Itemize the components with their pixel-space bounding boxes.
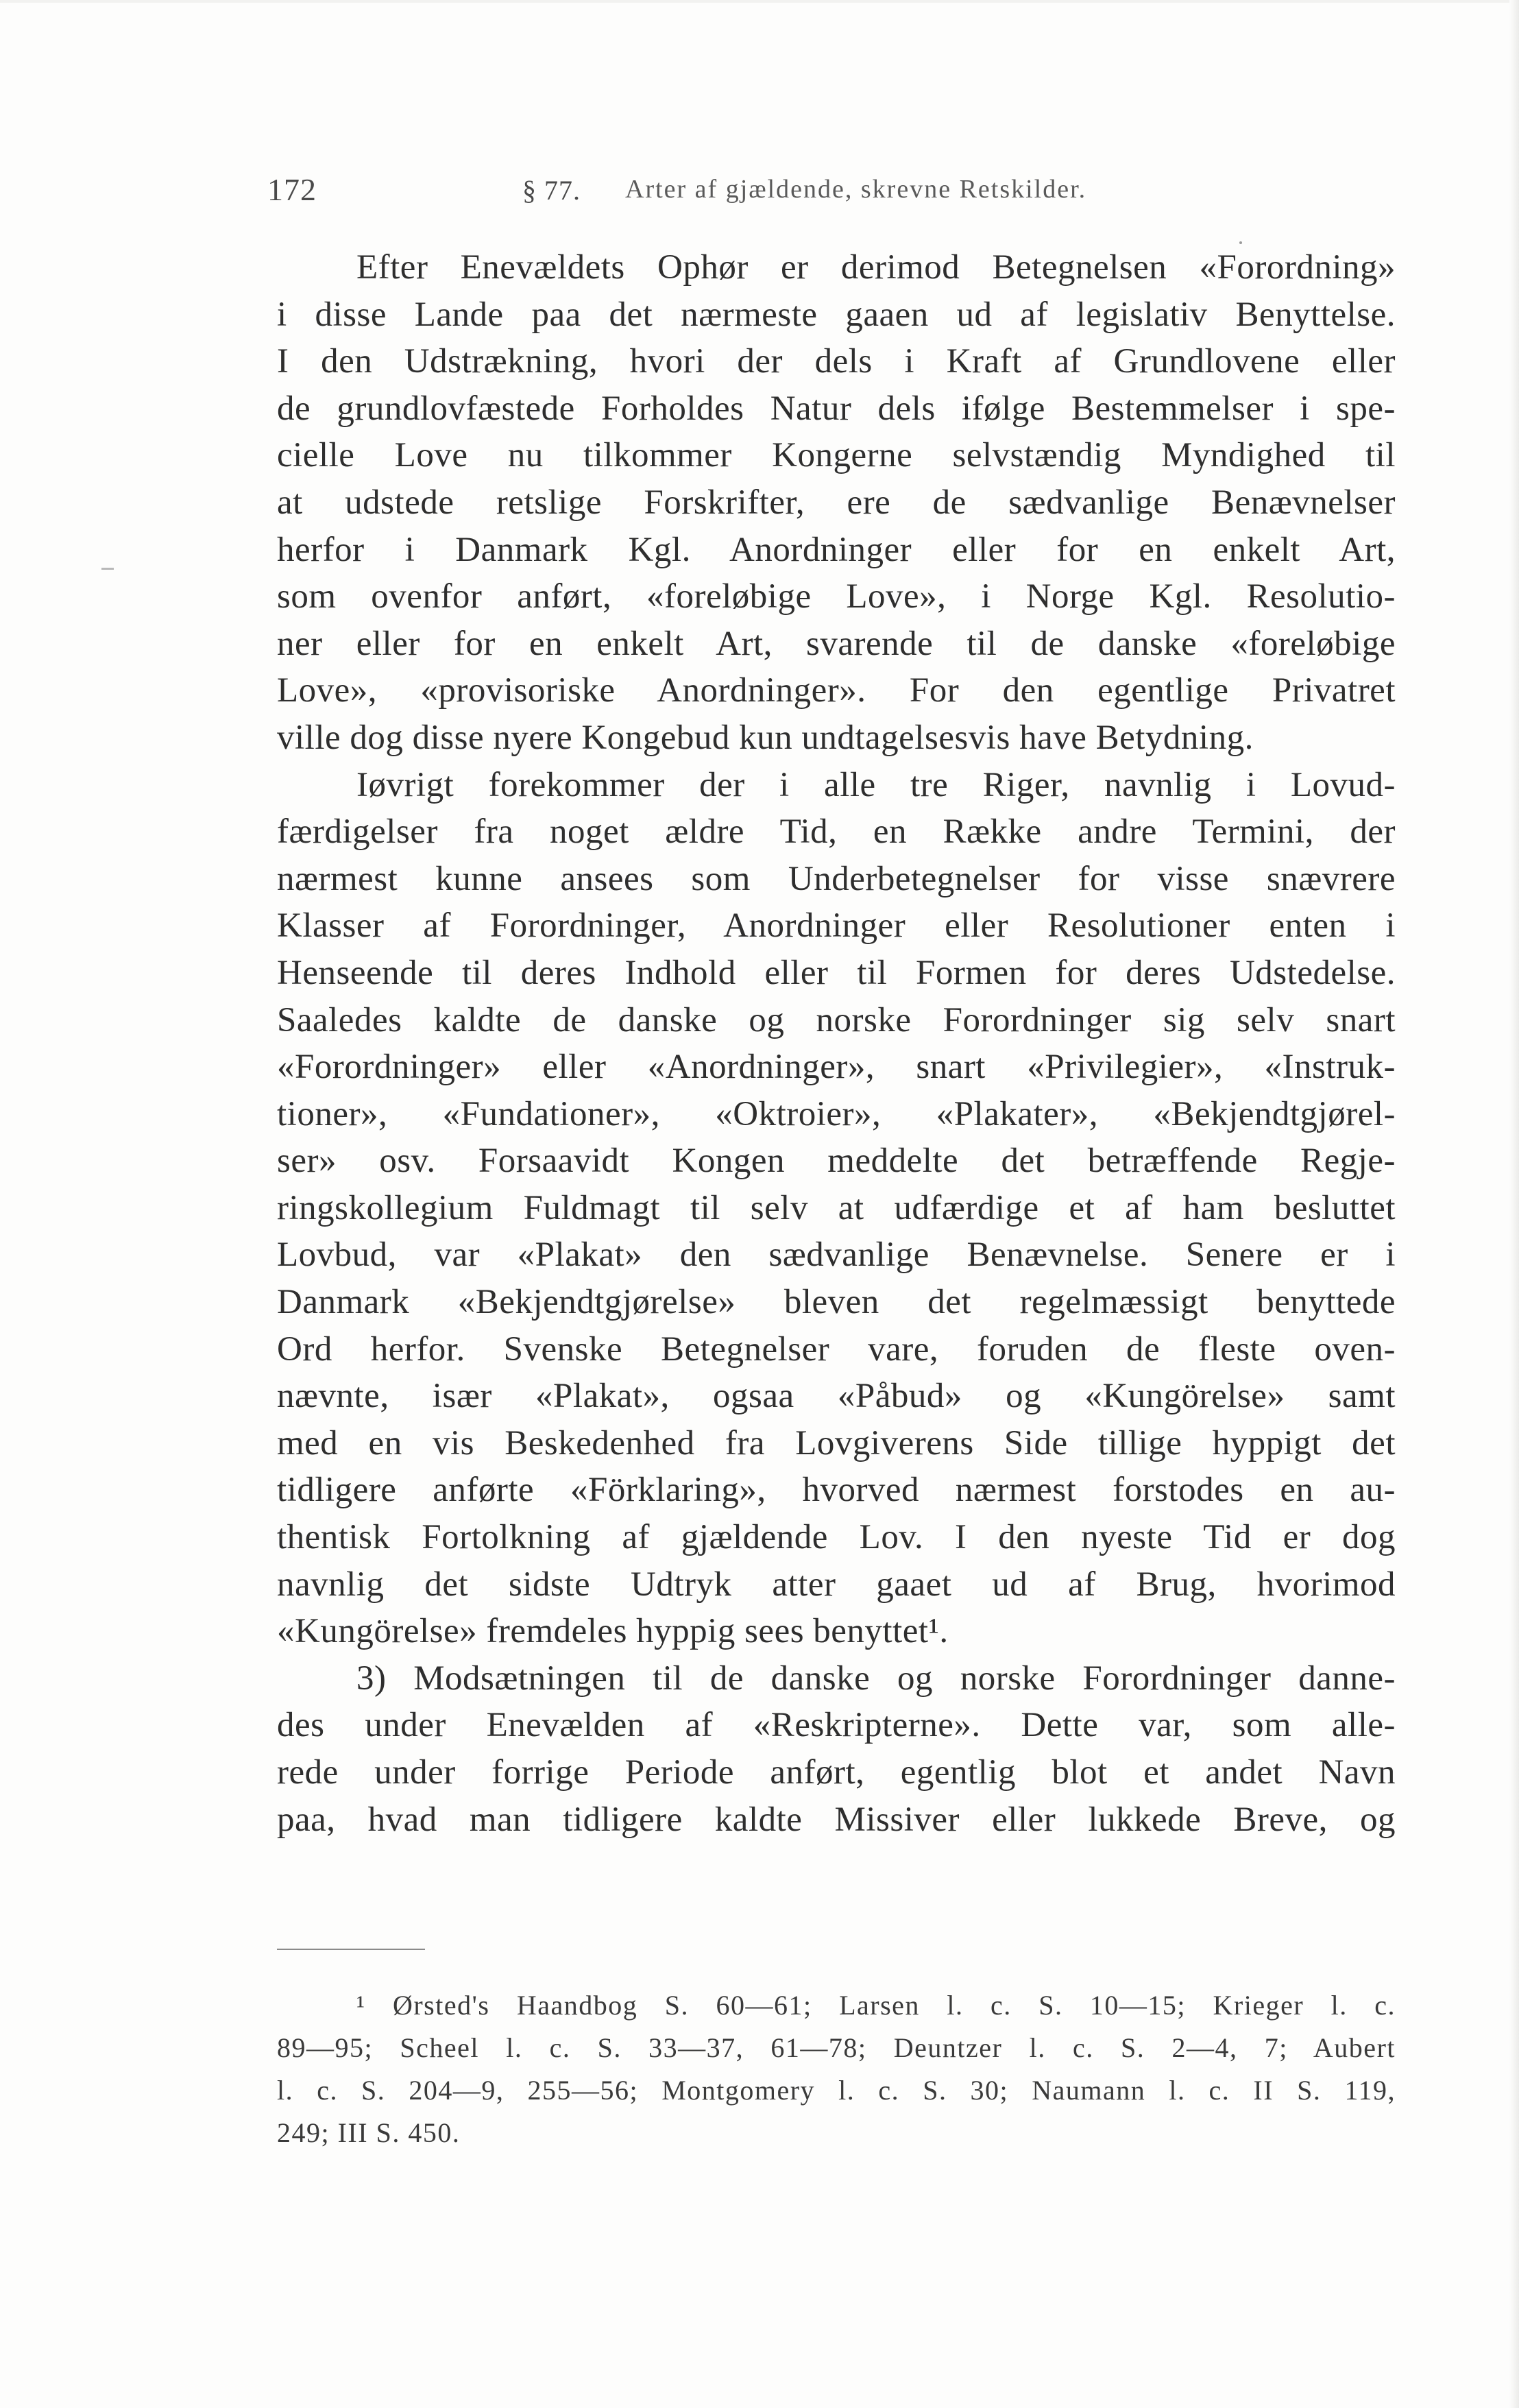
footnote-line: 89—95; Scheel l. c. S. 33—37, 61—78; Deuntzer l. c. S. 2—4, 7; Aubert <box>277 2032 1396 2063</box>
running-header <box>267 165 1398 213</box>
text-line: «Forordninger» eller «Anordninger», snart «Privilegier», «Instruk- <box>277 1048 1396 1087</box>
text-line: i disse Lande paa det nærmeste gaaen ud af legislativ Benyttelse. <box>277 295 1396 334</box>
text-line: Ord herfor. Svenske Betegnelser vare, foruden de fleste oven- <box>277 1329 1396 1369</box>
text-line: Love», «provisoriske Anordninger». For den egentlige Privatret <box>277 671 1396 710</box>
text-line: Klasser af Forordninger, Anordninger eller Resolutioner enten i <box>277 906 1396 946</box>
text-line: 3) Modsætningen til de danske og norske Forordninger danne- <box>356 1659 1396 1698</box>
text-line: Lovbud, var «Plakat» den sædvanlige Benævnelse. Senere er i <box>277 1236 1396 1275</box>
footnote-rule <box>277 1949 425 1950</box>
text-line: des under Enevælden af «Reskripterne». Dette var, som alle- <box>277 1706 1396 1745</box>
running-title: Arter af gjældende, skrevne Retskilder. <box>625 175 1087 204</box>
text-line: ringskollegium Fuldmagt til selv at udfærdige et af ham besluttet <box>277 1188 1396 1227</box>
text-line: tidligere anførte «Förklaring», hvorved nærmest forstodes en au- <box>277 1471 1396 1510</box>
text-line: færdigelser fra noget ældre Tid, en Række andre Termini, der <box>277 812 1396 852</box>
footnote-line: 249; III S. 450. <box>277 2117 461 2148</box>
text-line: nævnte, især «Plakat», ogsaa «Påbud» og «Kungörelse» samt <box>277 1377 1396 1416</box>
text-line: ser» osv. Forsaavidt Kongen meddelte det betræffende Regje- <box>277 1142 1396 1181</box>
text-line: thentisk Fortolkning af gjældende Lov. I den nyeste Tid er dog <box>277 1518 1396 1557</box>
text-line: Danmark «Bekjendtgjørelse» bleven det regelmæssigt benyttede <box>277 1283 1396 1322</box>
footnote-line: ¹ Ørsted's Haandbog S. 60—61; Larsen l. c. S. 10—15; Krieger l. c. <box>356 1990 1396 2021</box>
text-line: paa, hvad man tidligere kaldte Missiver eller lukkede Breve, og <box>277 1800 1396 1839</box>
text-line: med en vis Beskedenhed fra Lovgiverens Side tillige hyppigt det <box>277 1423 1396 1462</box>
text-line: navnlig det sidste Udtryk atter gaaet ud af Brug, hvorimod <box>277 1565 1396 1604</box>
text-line: ner eller for en enkelt Art, svarende til de danske «foreløbige <box>277 624 1396 663</box>
section-number: § 77. <box>522 175 581 206</box>
main-text <box>277 244 1396 1843</box>
text-line: som ovenfor anført, «foreløbige Love», i Norge Kgl. Resolutio- <box>277 577 1396 616</box>
text-line: Iøvrigt forekommer der i alle tre Riger, navnlig i Lovud- <box>356 765 1396 804</box>
margin-mark <box>101 568 114 570</box>
text-line: nærmest kunne ansees som Underbetegnelser for visse snævrere <box>277 859 1396 898</box>
footnote <box>277 1984 1396 2154</box>
text-line: rede under forrige Periode anført, egentlig blot et andet Navn <box>277 1753 1396 1792</box>
page-right-edge <box>1509 0 1519 2408</box>
page-number: 172 <box>267 172 317 207</box>
text-line: Efter Enevældets Ophør er derimod Betegnelsen «Forordning» <box>356 248 1396 287</box>
page-top-edge <box>0 0 1519 3</box>
text-line: Saaledes kaldte de danske og norske Forordninger sig selv snart <box>277 1000 1396 1039</box>
text-line: cielle Love nu tilkommer Kongerne selvstændig Myndighed til <box>277 436 1396 475</box>
text-line: at udstede retslige Forskrifter, ere de sædvanlige Benævnelser <box>277 483 1396 522</box>
text-line: I den Udstrækning, hvori der dels i Kraft af Grundlovene eller <box>277 342 1396 381</box>
text-line: ville dog disse nyere Kongebud kun undtagelsesvis have Betydning. <box>277 718 1254 757</box>
text-line: Henseende til deres Indhold eller til Formen for deres Udstedelse. <box>277 953 1396 992</box>
text-line: herfor i Danmark Kgl. Anordninger eller for en enkelt Art, <box>277 530 1396 569</box>
text-line: tioner», «Fundationer», «Oktroier», «Plakater», «Bekjendtgjørel- <box>277 1094 1396 1133</box>
text-line: de grundlovfæstede Forholdes Natur dels ifølge Bestemmelser i spe- <box>277 389 1396 428</box>
footnote-line: l. c. S. 204—9, 255—56; Montgomery l. c. S. 30; Naumann l. c. II S. 119, <box>277 2075 1396 2106</box>
text-line: «Kungörelse» fremdeles hyppig sees benyttet¹. <box>277 1612 949 1651</box>
